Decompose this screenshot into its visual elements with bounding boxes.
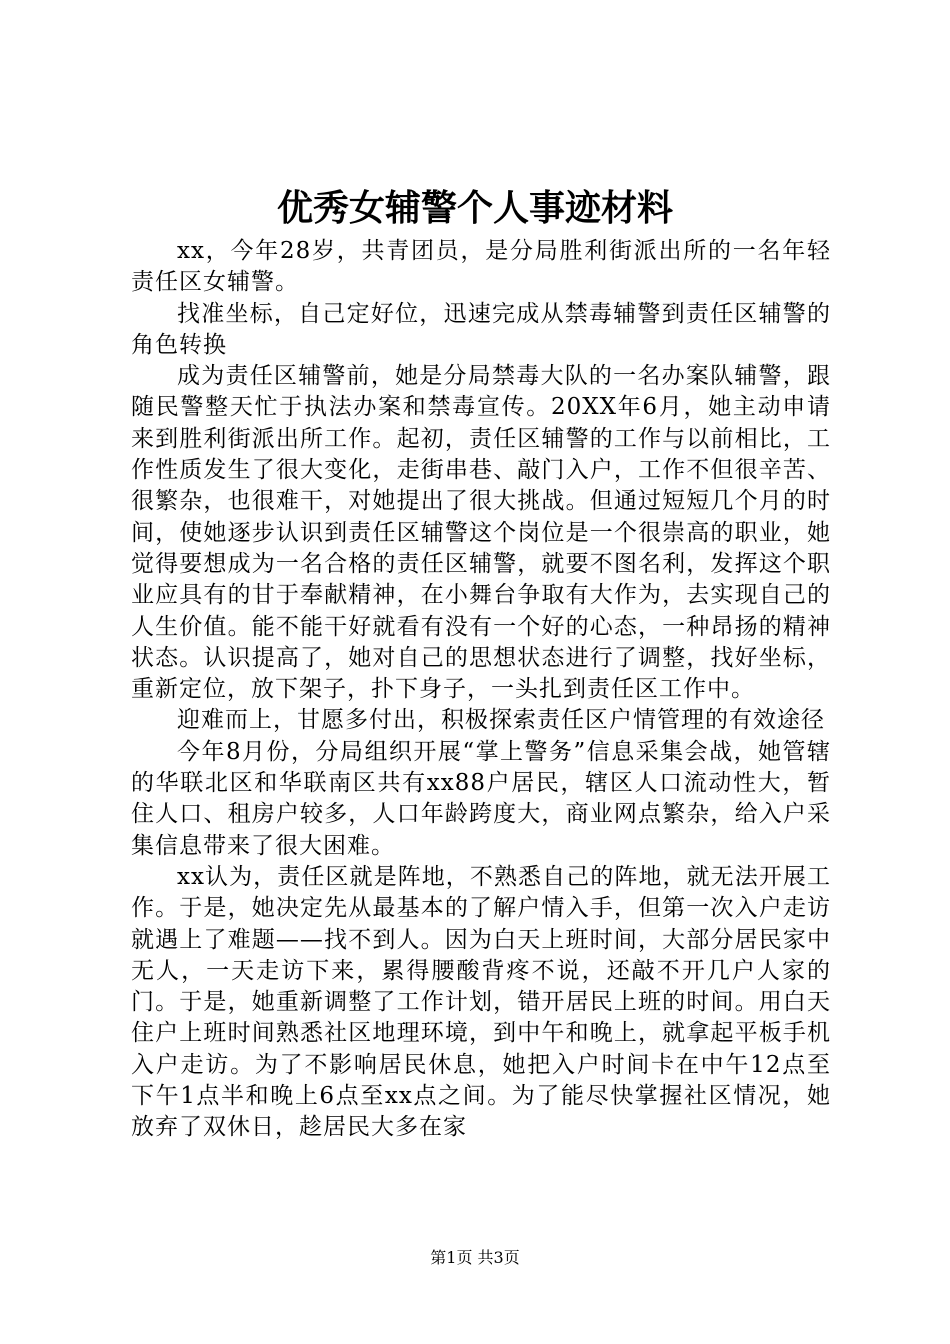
paragraph-intro: xx，今年28岁，共青团员，是分局胜利街派出所的一名年轻责任区女辅警。 — [131, 238, 831, 296]
paragraph-role-change: 成为责任区辅警前，她是分局禁毒大队的一名办案队辅警，跟随民警整天忙于执法办案和禁毒宣传。20XX年6月，她主动申请来到胜利街派出所工作。起初，责任区辅警的工作与以前相比，工作性质发生了很大变化，走街串巷、敲门入户，工作不但很辛苦、很繁杂，也很难干，对她提出了很大挑战。但通过短短几个月的时间，使她逐步认识到责任区辅警这个岗位是一个很崇高的职业，她觉得要想成为一名合格的责任区辅警，就要不图名利，发挥这个职业应具有的甘于奉献精神，在小舞台争取有大作为，去实现自己的人生价值。能不能干好就看有没有一个好的心态，一种昂扬的精神状态。认识提高了，她对自己的思想状态进行了调整，找好坐标，重新定位，放下架子，扑下身子，一头扎到责任区工作中。 — [131, 363, 831, 703]
paragraph-heading-2: 迎难而上，甘愿多付出，积极探索责任区户情管理的有效途径 — [177, 707, 825, 734]
paragraph-info-collection: 今年8月份，分局组织开展“掌上警务”信息采集会战，她管辖的华联北区和华联南区共有xx88户居民，辖区人口流动性大，暂住人口、租房户较多，人口年龄跨度大，商业网点繁杂，给入户采集信息带来了很大困难。 — [131, 738, 831, 859]
document-title: 优秀女辅警个人事迹材料 — [276, 187, 673, 229]
document-body — [131, 236, 831, 1144]
paragraph-heading-1: 找准坐标，自己定好位，迅速完成从禁毒辅警到责任区辅警的角色转换 — [131, 300, 831, 358]
paragraph-field-work: xx认为，责任区就是阵地，不熟悉自己的阵地，就无法开展工作。于是，她决定先从最基本的了解户情入手，但第一次入户走访就遇上了难题——找不到人。因为白天上班时间，大部分居民家中无人，一天走访下来，累得腰酸背疼不说，还敲不开几户人家的门。于是，她重新调整了工作计划，错开居民上班的时间。用白天住户上班时间熟悉社区地理环境，到中午和晚上，就拿起平板手机入户走访。为了不影响居民休息，她把入户时间卡在中午12点至下午1点半和晚上6点至xx点之间。为了能尽快掌握社区情况，她放弃了双休日，趁居民大多在家 — [131, 863, 831, 1141]
page-footer: 第1页 共3页 — [430, 1248, 520, 1267]
